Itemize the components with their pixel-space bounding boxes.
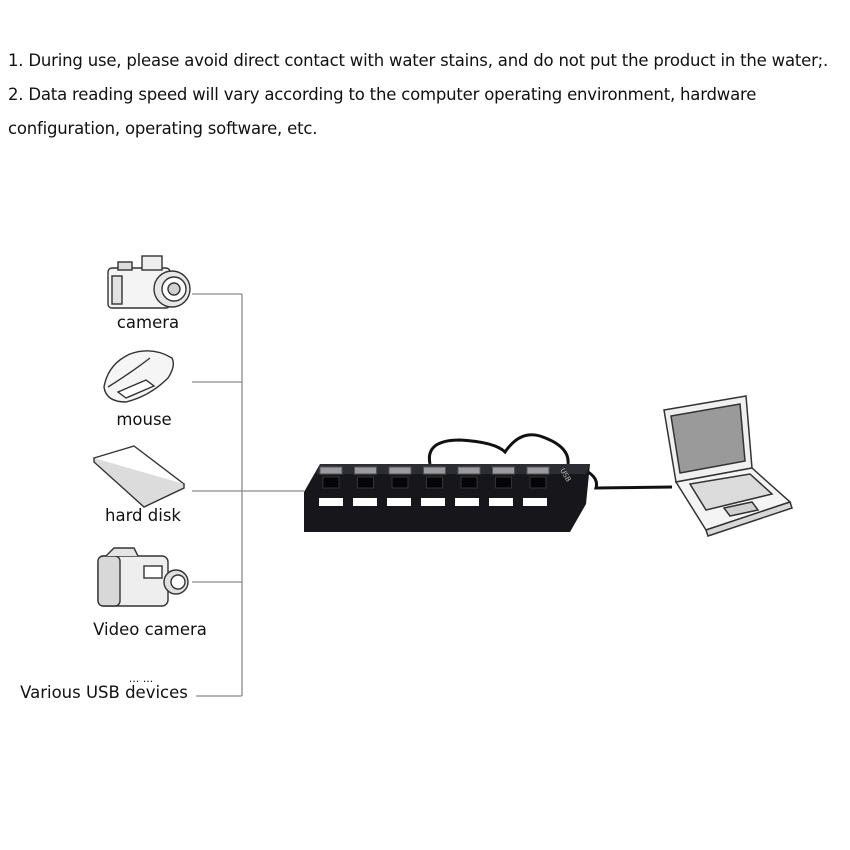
- port-switch: [427, 477, 443, 488]
- port-switch: [530, 477, 546, 488]
- note-line-3: configuration, operating software, etc.: [8, 119, 318, 138]
- mouse-label: mouse: [116, 410, 172, 429]
- usb-port: [389, 467, 411, 474]
- port-switch: [358, 477, 374, 488]
- port-led: [319, 498, 343, 506]
- port-led: [353, 498, 377, 506]
- connector-lines: [192, 294, 304, 696]
- ellipsis-icon: ... ...: [128, 672, 154, 685]
- note-line-2: 2. Data reading speed will vary according to the computer operating environment, hardware: [8, 85, 757, 104]
- port-led: [523, 498, 547, 506]
- hard-disk-label: hard disk: [105, 506, 181, 525]
- port-switch: [323, 477, 339, 488]
- port-led: [387, 498, 411, 506]
- usb-devices-label: Various USB devices: [20, 683, 188, 702]
- port-led: [421, 498, 445, 506]
- usb-port: [493, 467, 515, 474]
- usb-port: [320, 467, 342, 474]
- hub-brand-mark: USB: [558, 467, 573, 484]
- video-camera-icon: [98, 548, 188, 606]
- port-switch: [461, 477, 477, 488]
- hard-disk-icon: [94, 446, 184, 507]
- hub-cable: [429, 435, 568, 464]
- port-switch: [496, 477, 512, 488]
- note-line-1: 1. During use, please avoid direct contact with water stains, and do not put the product in the water;.: [8, 51, 829, 70]
- usb-port: [424, 467, 446, 474]
- video-camera-label: Video camera: [93, 620, 207, 639]
- usb-port: [458, 467, 480, 474]
- usb-hub: [304, 435, 672, 532]
- camera-icon: [108, 256, 190, 308]
- usb-port: [527, 467, 549, 474]
- laptop-icon: [664, 396, 792, 536]
- camera-label: camera: [116, 313, 180, 332]
- port-led: [455, 498, 479, 506]
- port-led: [489, 498, 513, 506]
- port-switch: [392, 477, 408, 488]
- usb-port: [355, 467, 377, 474]
- mouse-icon: [104, 351, 173, 402]
